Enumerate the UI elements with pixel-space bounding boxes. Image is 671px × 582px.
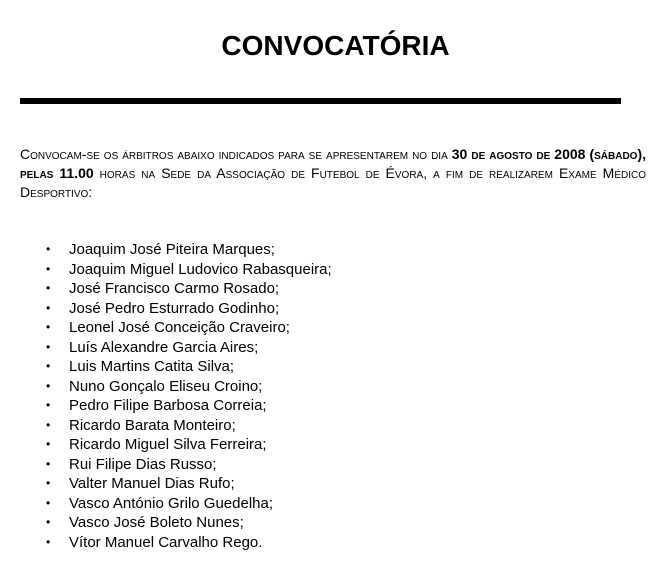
list-item [40, 533, 332, 553]
intro-paragraph [20, 145, 646, 202]
referee-name: José Pedro Esturrado Godinho; [69, 299, 280, 317]
list-item [40, 299, 332, 319]
bullet-icon: • [46, 534, 51, 549]
list-item [40, 240, 332, 260]
referee-name: Luís Alexandre Garcia Aires; [69, 338, 259, 356]
list-item [40, 396, 332, 416]
intro-text-4: , a fim de realizarem Exame Médico Desportivo: [20, 165, 647, 200]
list-item [40, 357, 332, 377]
bullet-icon: • [46, 476, 51, 490]
bullet-icon: • [46, 300, 51, 315]
referee-name: Joaquim José Piteira Marques; [69, 241, 275, 258]
intro-text-2: , pelas [20, 146, 647, 181]
referee-name: Vasco José Boleto Nunes; [69, 514, 244, 531]
list-item [40, 513, 332, 533]
referee-name: Valter Manuel Dias Rufo; [69, 475, 235, 492]
title-divider [20, 98, 621, 104]
bullet-icon: • [46, 242, 51, 256]
bullet-icon: • [46, 437, 51, 451]
intro-time: 11.00 [59, 165, 94, 181]
bullet-icon: • [46, 339, 51, 354]
intro-text-3: horas na Sede da Associação de Futebol de Évora [93, 165, 424, 181]
bullet-icon: • [46, 456, 51, 471]
list-item [40, 279, 332, 299]
referee-name: Joaquim Miguel Ludovico Rabasqueira; [69, 260, 332, 278]
bullet-icon: • [46, 515, 51, 529]
referee-name: Rui Filipe Dias Russo; [69, 455, 217, 473]
referee-name: Vítor Manuel Carvalho Rego. [69, 533, 263, 551]
referee-name: Nuno Gonçalo Eliseu Croino; [69, 377, 263, 395]
referee-name: Leonel José Conceição Craveiro; [69, 319, 290, 336]
bullet-icon: • [46, 261, 51, 276]
referee-list [40, 240, 332, 552]
list-item [40, 260, 332, 280]
bullet-icon: • [46, 398, 51, 412]
referee-name: Ricardo Barata Monteiro; [69, 416, 236, 434]
list-item [40, 416, 332, 436]
bullet-icon: • [46, 378, 51, 393]
bullet-icon: • [46, 359, 51, 373]
bullet-icon: • [46, 281, 51, 295]
bullet-icon: • [46, 320, 51, 334]
referee-name: Vasco António Grilo Guedelha; [69, 494, 274, 512]
referee-name: Luis Martins Catita Silva; [69, 358, 235, 375]
list-item [40, 455, 332, 475]
list-item [40, 338, 332, 358]
list-item [40, 494, 332, 514]
list-item [40, 377, 332, 397]
bullet-icon: • [46, 417, 51, 432]
list-item [40, 474, 332, 494]
referee-name: José Francisco Carmo Rosado; [69, 280, 280, 297]
intro-text-1: Convocam-se os árbitros abaixo indicados para se apresentarem no dia [20, 146, 452, 162]
bullet-icon: • [46, 495, 51, 510]
list-item [40, 318, 332, 338]
intro-date: 30 de agosto de 2008 (sábado) [451, 146, 643, 162]
list-item [40, 435, 332, 455]
document-title: CONVOCATÓRIA [221, 30, 450, 61]
referee-name: Pedro Filipe Barbosa Correia; [69, 397, 267, 414]
referee-name: Ricardo Miguel Silva Ferreira; [69, 436, 267, 453]
